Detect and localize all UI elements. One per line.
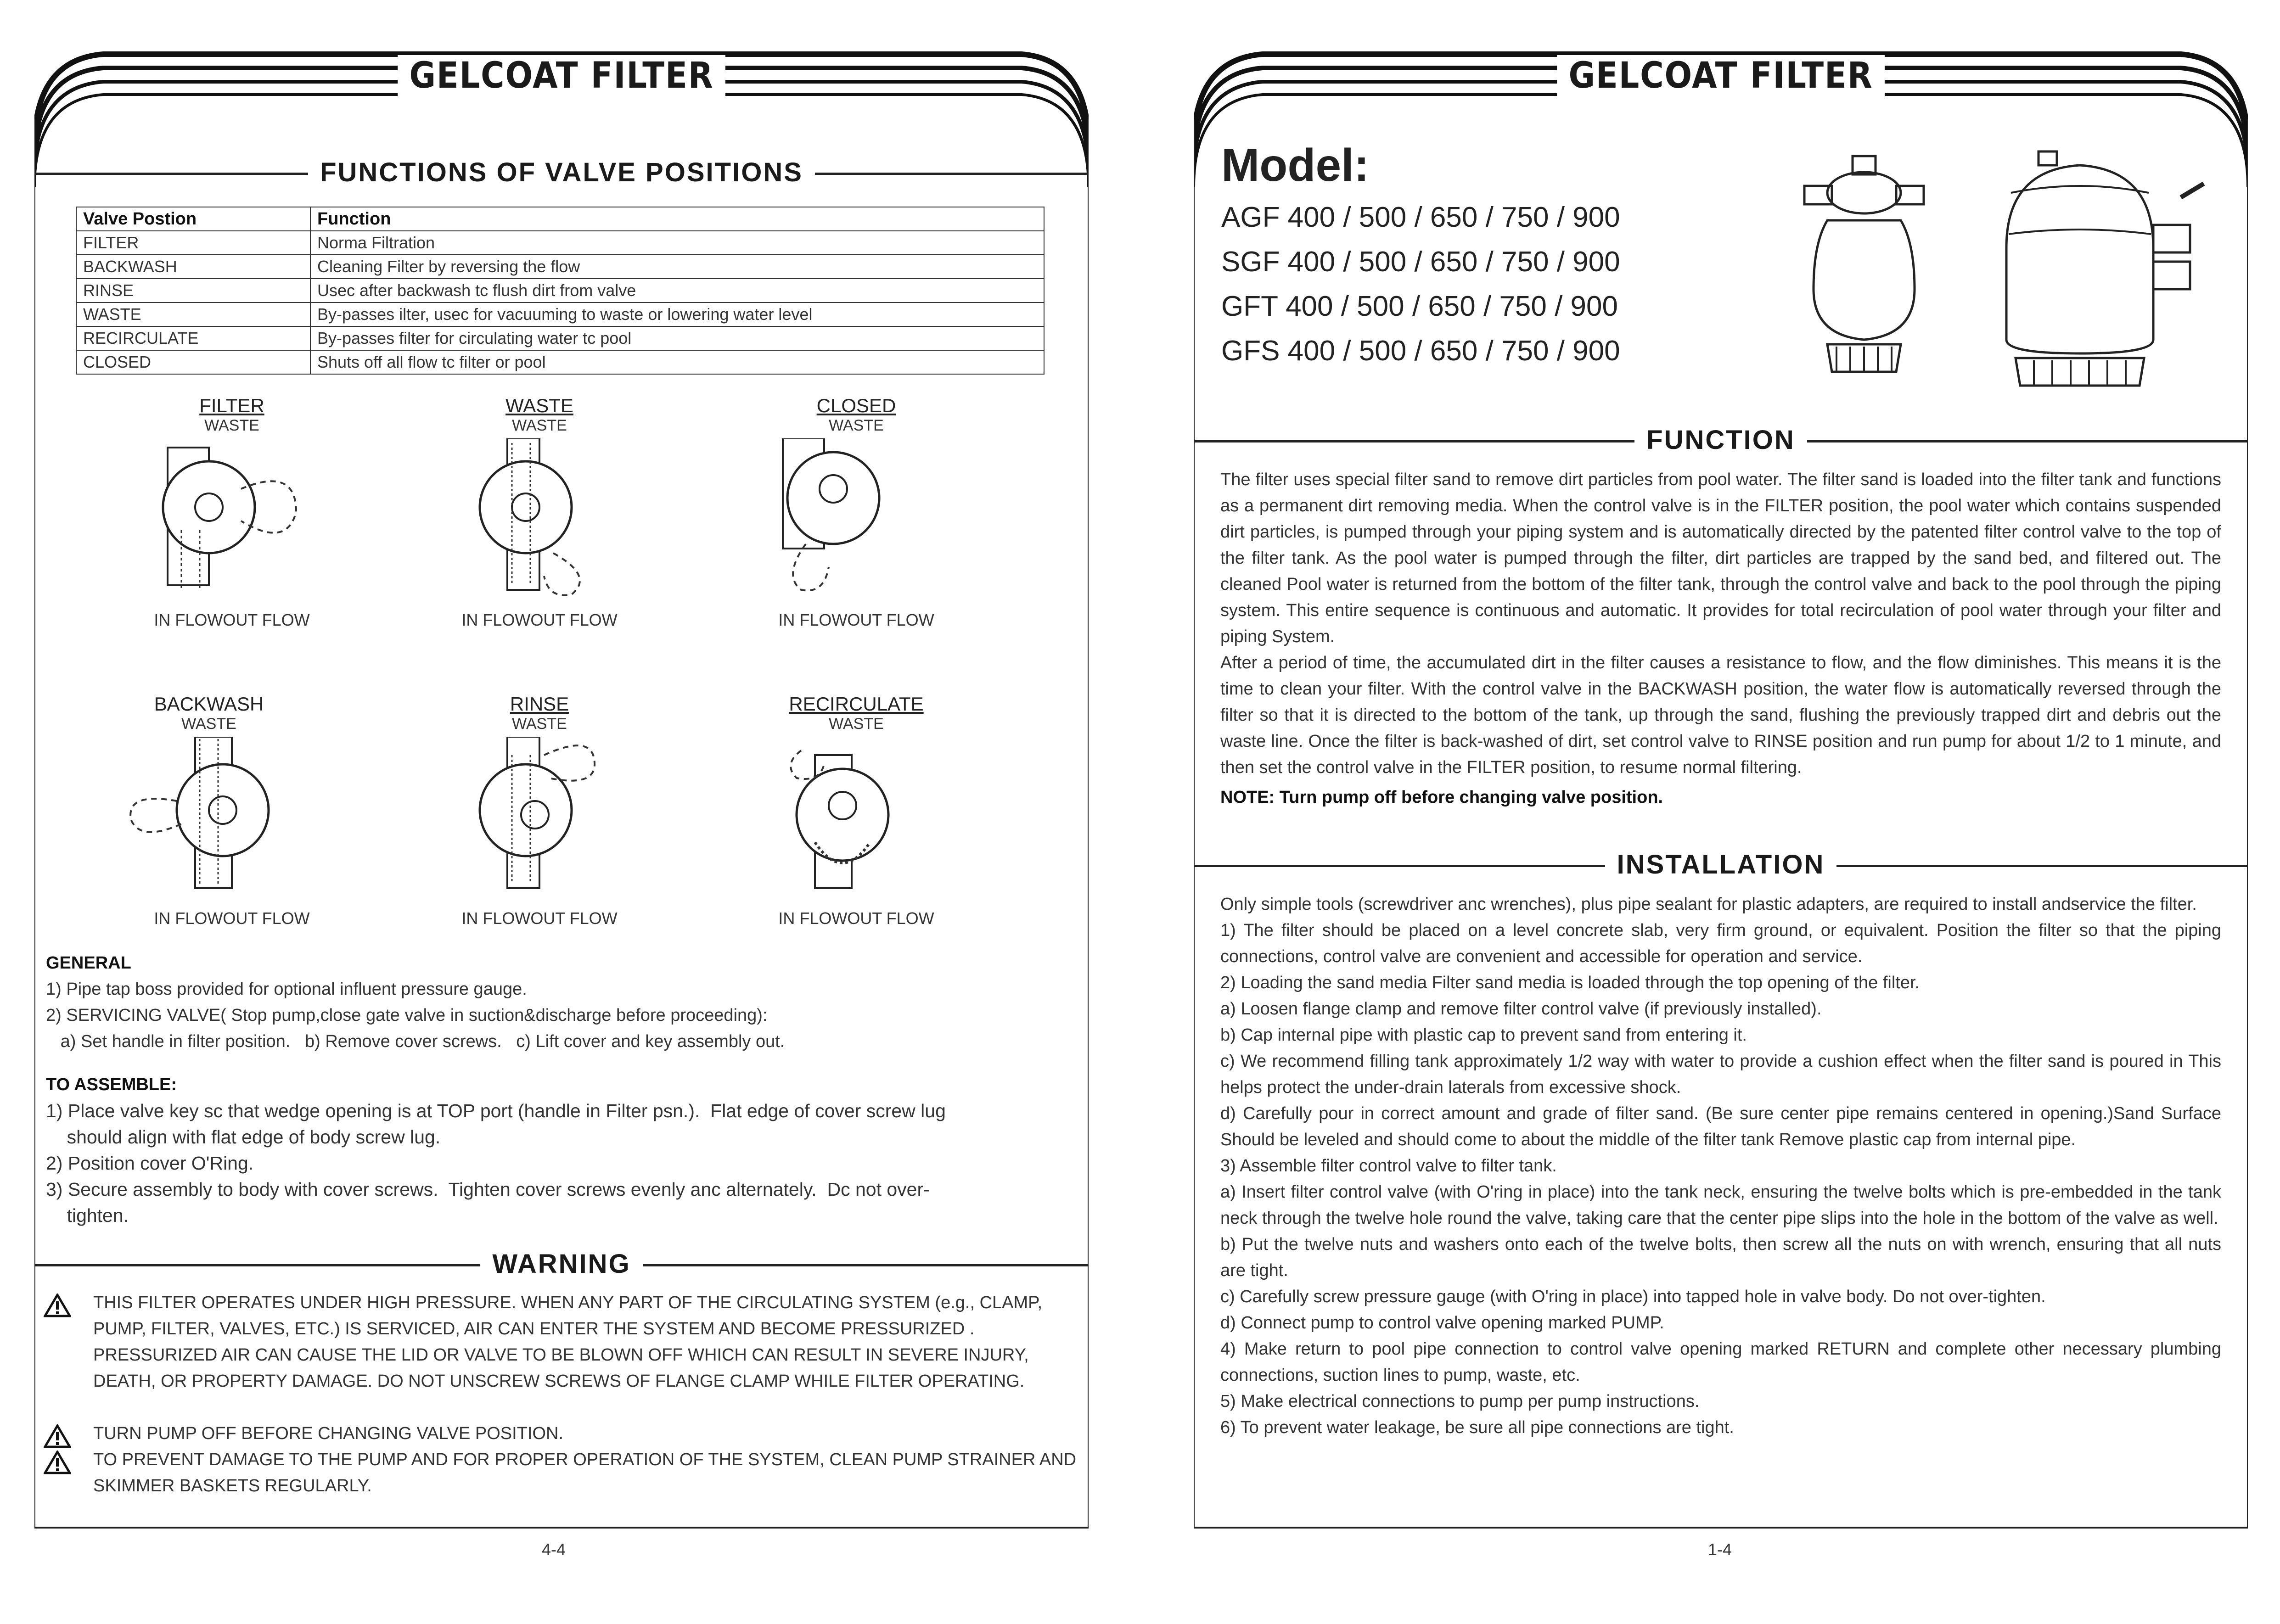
banner-title: GELCOAT FILTER <box>398 55 725 96</box>
warning-item: THIS FILTER OPERATES UNDER HIGH PRESSURE. WHEN ANY PART OF THE CIRCULATING SYSTEM (e.g., CLAMP, PUMP, FILTER, VALVES, ETC.) IS SERVICED, AIR CAN ENTER THE SYSTEM AND BECOME PRESSURIZED . PRESSURIZED AIR CAN CAUSE THE LID OR VALVE TO BE BLOWN OFF WHICH CAN RESULT IN SEVERE INJURY, DEATH, OR PROPERTY DAMAGE. DO NOT UNSCREW SCREWS OF FLANGE CLAMP WHILE FILTER OPERATING. <box>44 1290 1077 1394</box>
table-row: FILTER Norma Filtration <box>76 231 1044 255</box>
warning-triangle-icon <box>44 1450 71 1474</box>
side-mount-filter-icon <box>1988 142 2208 390</box>
function-heading: FUNCTION <box>1194 425 2248 457</box>
valve-diagram-icon <box>774 438 939 604</box>
general-section: GENERAL 1) Pipe tap boss provided for optional influent pressure gauge. 2) SERVICING VALVE( Stop pump,close gate valve in suction&discharge before proceeding): a) Set handle in filter position. b) Remove cover screws. c) Lift cover and key assembly out. <box>46 950 1074 1055</box>
table-row: WASTE By-passes ilter, usec for vacuuming to waste or lowering water level <box>76 302 1044 326</box>
model-label: Model: <box>1221 140 1370 191</box>
warning-item: TURN PUMP OFF BEFORE CHANGING VALVE POSITION. <box>44 1421 1077 1447</box>
table-row: RECIRCULATE By-passes filter for circulating water tc pool <box>76 326 1044 350</box>
function-text: The filter uses special filter sand to remove dirt particles from pool water. The filter sand is loaded into the filter tank and functions as a permanent dirt removing media. When the control valve is in the FILTER position, the pool water which contains suspended dirt particles, is pumped through your piping system and is automatically directed by the patented filter control valve to the top of the filter tank. As the pool water is pumped through the filter, dirt particles are trapped by the sand bed, and filtered out. The cleaned Pool water is returned from the bottom of the filter tank, through the control valve and back to the pool through the piping system. This entire sequence is continuous and automatic. It provides for total recirculation of pool water through your filter and piping System. After a period of time, the accumulated dirt in the filter causes a resistance to flow, and the flow diminishes. This means it is the time to clean your filter. With the control valve in the BACKWASH position, the water flow is automatically reversed through the filter so that it is directed to the bottom of the tank, up through the sand, flushing the previously trapped dirt and debris out the waste line. Once the filter is back-washed of dirt, set control valve to RINSE position and run pump for about 1/2 to 1 minute, and then set the control valve in the FILTER position, to resume normal filtering. NOTE: Turn pump off before changing valve position. <box>1220 467 2221 811</box>
model-block <box>1221 135 1620 373</box>
header-function: Function <box>310 207 1044 231</box>
valve-diagram-icon <box>149 438 314 604</box>
warning-item: TO PREVENT DAMAGE TO THE PUMP AND FOR PROPER OPERATION OF THE SYSTEM, CLEAN PUMP STRAINER AND SKIMMER BASKETS REGULARLY. <box>44 1447 1077 1499</box>
diagram-rinse: RINSE WASTE IN FLOWOUT FLOW <box>434 693 645 932</box>
installation-text: Only simple tools (screwdriver anc wrenches), plus pipe sealant for plastic adapters, are required to install andservice the filter. 1) The filter should be placed on a level concrete slab, very firm ground, or equivalent. Position the filter so that the piping connections, control valve are convenient and accessible for operation and service. 2) Loading the sand media Filter sand media is loaded through the top opening of the filter. a) Loosen flange clamp and remove filter control valve (if previously installed). b) Cap internal pipe with plastic cap to prevent sand from entering it. c) We recommend filling tank approximately 1/2 way with water to provide a cushion effect when the filter sand is poured in This helps protect the under-drain laterals from excessive shock. d) Carefully pour in correct amount and grade of filter sand. (Be sure center pipe remains centered in opening.)Sand Surface Should be leveled and should come to about the middle of the filter tank Remove plastic cap from internal pipe. 3) Assemble filter control valve to filter tank. a) Insert filter control valve (with O'ring in place) into the tank neck, ensuring the twelve bolts which is pre-embedded in the tank neck through the twelve hole round the valve, taking care that the center pipe slips into the hole in the bottom of the valve as well. b) Put the twelve nuts and washers onto each of the twelve bolts, then screw all the nuts on with wrench, ensuring that all nuts are tight. c) Carefully screw pressure gauge (with O'ring in place) into tapped hole in valve body. Do not over-tighten. d) Connect pump to control valve opening marked PUMP. 4) Make return to pool pipe connection to control valve opening marked RETURN and complete other necessary plumbing connections, suction lines to pump, waste, etc. 5) Make electrical connections to pump per pump instructions. 6) To prevent water leakage, be sure all pipe connections are tight. <box>1220 895 2221 1437</box>
table-header-row <box>76 207 1044 231</box>
warning-heading: WARNING <box>34 1249 1089 1281</box>
assemble-section: TO ASSEMBLE: 1) Place valve key sc that wedge opening is at TOP port (handle in Filter psn.). Flat edge of cover screw lug should align with flat edge of body screw lug. 2) Position cover O'Ring. 3) Secure assembly to body with cover screws. Tighten cover screws evenly anc alternately. Dc not over- tighten. <box>46 1072 1074 1229</box>
table-row: RINSE Usec after backwash tc flush dirt from valve <box>76 279 1044 302</box>
note: NOTE: Turn pump off before changing valve position. <box>1220 788 1663 807</box>
warning-triangle-icon <box>44 1424 71 1448</box>
general-heading: GENERAL <box>46 953 131 973</box>
warning-triangle-icon <box>44 1294 71 1317</box>
page-number: 1-4 <box>1708 1540 1732 1559</box>
assemble-heading: TO ASSEMBLE: <box>46 1075 177 1094</box>
header-valve-position: Valve Postion <box>76 207 310 231</box>
page-number: 4-4 <box>542 1540 566 1559</box>
valve-diagram-icon <box>457 438 622 604</box>
model-line: SGF 400 / 500 / 650 / 750 / 900 <box>1221 246 1620 278</box>
diagram-recirculate: RECIRCULATE WASTE IN FLOWOUT FLOW <box>751 693 962 932</box>
valve-diagram-icon <box>126 737 292 902</box>
model-line: GFS 400 / 500 / 650 / 750 / 900 <box>1221 335 1620 367</box>
model-line: AGF 400 / 500 / 650 / 750 / 900 <box>1221 202 1620 233</box>
diagram-backwash: BACKWASH WASTE IN FLOWOUT FLOW <box>103 693 314 932</box>
valve-diagram-icon <box>457 737 622 902</box>
diagram-waste: WASTE WASTE IN FLOWOUT FLOW <box>434 395 645 633</box>
installation-heading: INSTALLATION <box>1194 849 2248 881</box>
diagram-filter: FILTER WASTE IN FLOWOUT FLOW <box>126 395 337 633</box>
diagram-closed: CLOSED WASTE IN FLOWOUT FLOW <box>751 395 962 633</box>
valve-functions-table <box>76 207 1045 375</box>
valve-diagram-icon <box>774 737 939 902</box>
left-page <box>34 50 1089 1529</box>
top-mount-filter-icon <box>1786 151 1942 381</box>
banner-title: GELCOAT FILTER <box>1557 55 1885 96</box>
valve-positions-heading: FUNCTIONS OF VALVE POSITIONS <box>34 157 1089 189</box>
model-line: GFT 400 / 500 / 650 / 750 / 900 <box>1221 291 1618 322</box>
table-row: CLOSED Shuts off all flow tc filter or pool <box>76 350 1044 374</box>
right-page <box>1194 50 2248 1529</box>
table-row: BACKWASH Cleaning Filter by reversing the flow <box>76 255 1044 279</box>
